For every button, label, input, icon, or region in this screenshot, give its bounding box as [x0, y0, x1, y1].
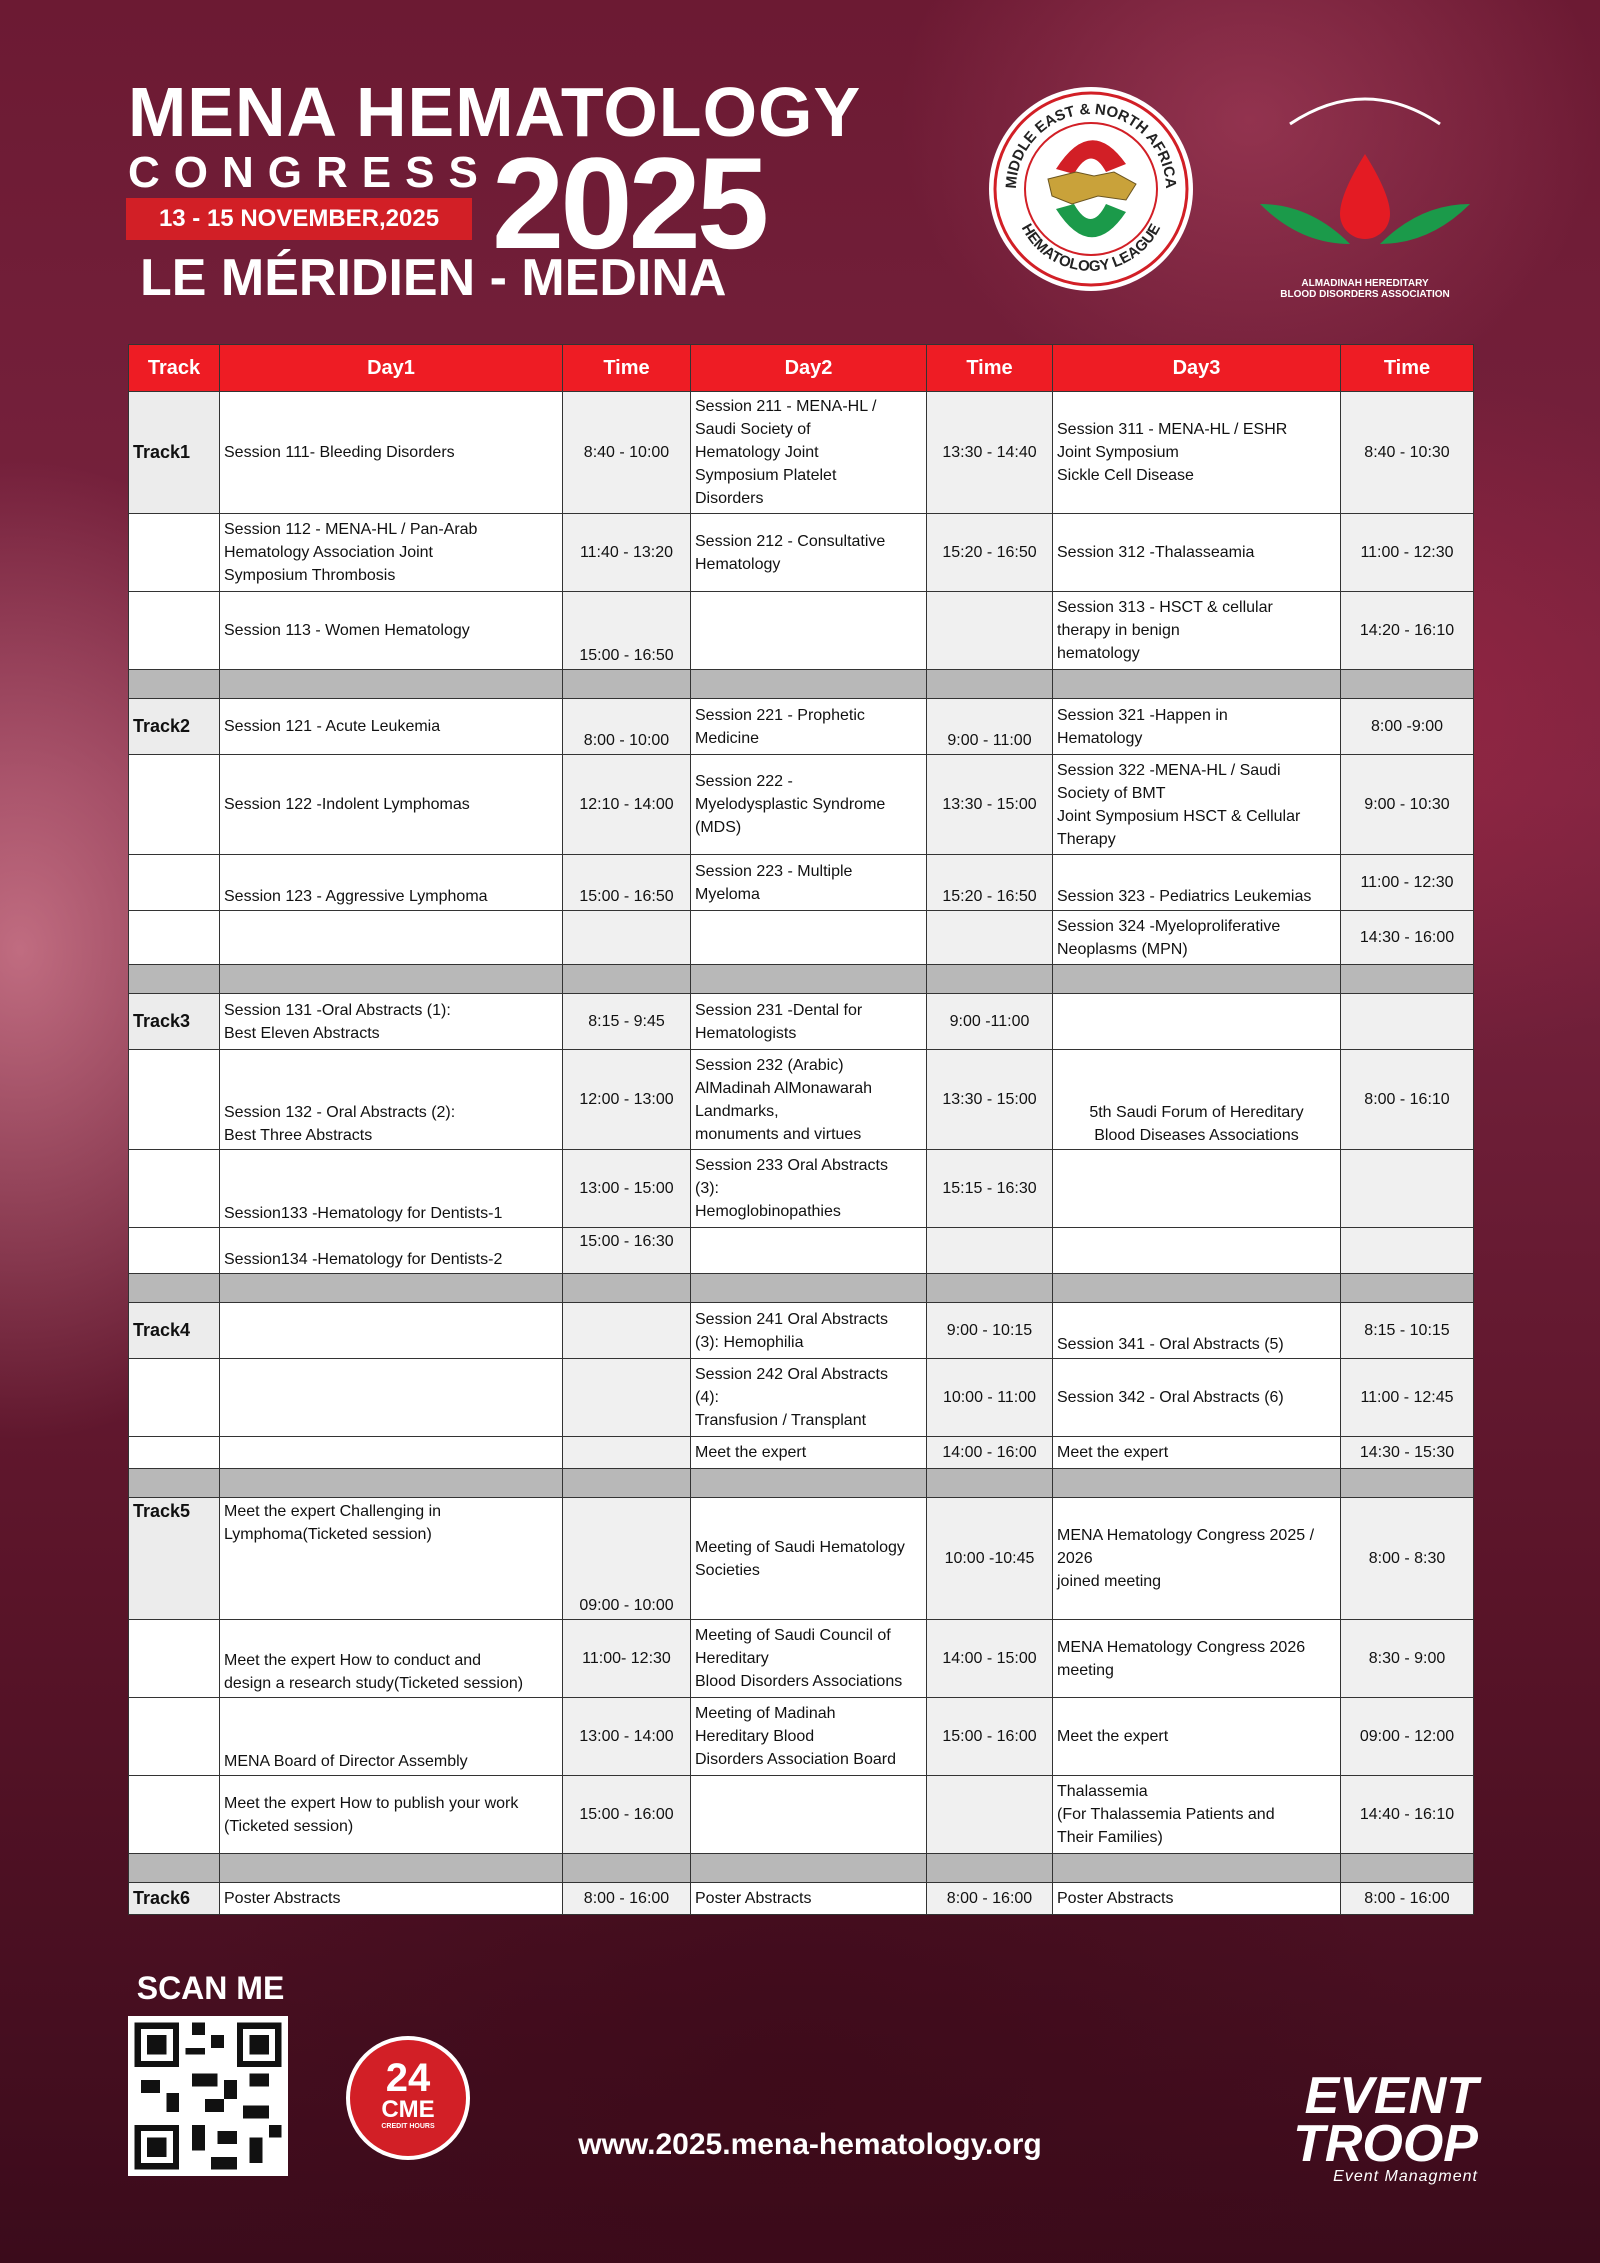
session-cell: Session 231 -Dental for Hematologists	[691, 994, 927, 1050]
time-cell: 12:00 - 13:00	[563, 1050, 691, 1150]
track-separator-row	[129, 1274, 1474, 1303]
event-troop-line2: TROOP	[1293, 2115, 1478, 2173]
time-cell	[927, 1228, 1053, 1274]
time-cell: 14:00 - 15:00	[927, 1620, 1053, 1698]
separator-cell	[563, 1469, 691, 1498]
separator-cell	[1053, 670, 1341, 699]
separator-cell	[220, 670, 563, 699]
session-cell: 5th Saudi Forum of Hereditary Blood Diseases Associations	[1053, 1050, 1341, 1150]
website-link[interactable]: www.2025.mena-hematology.org	[578, 2128, 1042, 2161]
session-cell: Session 132 - Oral Abstracts (2): Best Three Abstracts	[220, 1050, 563, 1150]
time-cell	[927, 911, 1053, 965]
separator-cell	[129, 670, 220, 699]
time-cell: 10:00 -10:45	[927, 1498, 1053, 1620]
separator-cell	[927, 1469, 1053, 1498]
session-cell: Session 233 Oral Abstracts (3): Hemoglobinopathies	[691, 1150, 927, 1228]
session-cell: Meet the expert	[691, 1437, 927, 1469]
congress-dates: 13 - 15 NOVEMBER,2025	[126, 198, 472, 240]
time-cell: 8:40 - 10:30	[1341, 392, 1474, 514]
table-row	[129, 1150, 1474, 1228]
time-cell: 11:00 - 12:30	[1341, 855, 1474, 911]
session-cell: Meet the expert	[1053, 1437, 1341, 1469]
separator-cell	[129, 1854, 220, 1883]
time-cell: 8:15 - 9:45	[563, 994, 691, 1050]
session-cell: Session 212 - Consultative Hematology	[691, 514, 927, 592]
session-cell: Meeting of Madinah Hereditary Blood Disorders Association Board	[691, 1698, 927, 1776]
separator-cell	[691, 1274, 927, 1303]
session-cell	[220, 1359, 563, 1437]
session-cell: Session 241 Oral Abstracts (3): Hemophilia	[691, 1303, 927, 1359]
track-cell	[129, 1050, 220, 1150]
header-time: Time	[927, 345, 1053, 392]
cme-badge	[346, 2036, 470, 2160]
time-cell: 14:20 - 16:10	[1341, 592, 1474, 670]
time-cell: 11:40 - 13:20	[563, 514, 691, 592]
session-cell: Session134 -Hematology for Dentists-2	[220, 1228, 563, 1274]
session-cell	[220, 1437, 563, 1469]
time-cell: 11:00- 12:30	[563, 1620, 691, 1698]
separator-cell	[220, 1469, 563, 1498]
session-cell: Session 311 - MENA-HL / ESHR Joint Symposium Sickle Cell Disease	[1053, 392, 1341, 514]
time-cell	[563, 911, 691, 965]
cme-credit-hours: CREDIT HOURS	[381, 2123, 435, 2130]
table-row	[129, 755, 1474, 855]
header-day2: Day2	[691, 345, 927, 392]
table-row	[129, 1883, 1474, 1915]
session-cell: Poster Abstracts	[691, 1883, 927, 1915]
time-cell: 15:20 - 16:50	[927, 514, 1053, 592]
session-cell: Session 232 (Arabic) AlMadinah AlMonawarah Landmarks, monuments and virtues	[691, 1050, 927, 1150]
track-cell	[129, 755, 220, 855]
session-cell: Meeting of Saudi Hematology Societies	[691, 1498, 927, 1620]
time-cell	[927, 1776, 1053, 1854]
time-cell	[1341, 994, 1474, 1050]
time-cell: 10:00 - 11:00	[927, 1359, 1053, 1437]
session-cell: Session 312 -Thalasseamia	[1053, 514, 1341, 592]
session-cell: Session 342 - Oral Abstracts (6)	[1053, 1359, 1341, 1437]
session-cell: Session 242 Oral Abstracts (4): Transfusion / Transplant	[691, 1359, 927, 1437]
time-cell: 8:00 - 16:00	[927, 1883, 1053, 1915]
session-cell: Session 323 - Pediatrics Leukemias	[1053, 855, 1341, 911]
separator-cell	[563, 1854, 691, 1883]
separator-cell	[1341, 670, 1474, 699]
track-cell	[129, 1437, 220, 1469]
time-cell: 8:00 -9:00	[1341, 699, 1474, 755]
session-cell: Session 321 -Happen in Hematology	[1053, 699, 1341, 755]
time-cell: 8:15 - 10:15	[1341, 1303, 1474, 1359]
table-row	[129, 699, 1474, 755]
separator-cell	[691, 1854, 927, 1883]
event-troop-line1: EVENT	[1304, 2067, 1478, 2125]
track-cell	[129, 1698, 220, 1776]
time-cell: 8:00 - 8:30	[1341, 1498, 1474, 1620]
table-row	[129, 1620, 1474, 1698]
congress-venue: LE MÉRIDIEN - MEDINA	[140, 249, 727, 307]
header-day3: Day3	[1053, 345, 1341, 392]
session-cell	[220, 1303, 563, 1359]
time-cell: 13:00 - 15:00	[563, 1150, 691, 1228]
table-row	[129, 1050, 1474, 1150]
time-cell: 15:15 - 16:30	[927, 1150, 1053, 1228]
session-cell: Meeting of Saudi Council of Hereditary Blood Disorders Associations	[691, 1620, 927, 1698]
qr-code[interactable]	[128, 2016, 288, 2176]
session-cell	[1053, 1228, 1341, 1274]
track-cell	[129, 1228, 220, 1274]
separator-cell	[1341, 1274, 1474, 1303]
session-cell: Session 123 - Aggressive Lymphoma	[220, 855, 563, 911]
league-bottom-text: HEMATOLOGY LEAGUE	[1017, 220, 1165, 276]
track-cell: Track1	[129, 392, 220, 514]
session-cell	[220, 911, 563, 965]
time-cell: 9:00 -11:00	[927, 994, 1053, 1050]
separator-cell	[1053, 1274, 1341, 1303]
time-cell: 8:30 - 9:00	[1341, 1620, 1474, 1698]
congress-title-line2: CONGRESS	[128, 148, 492, 197]
time-cell: 15:20 - 16:50	[927, 855, 1053, 911]
session-cell: Session 223 - Multiple Myeloma	[691, 855, 927, 911]
separator-cell	[1341, 965, 1474, 994]
session-cell	[691, 1228, 927, 1274]
separator-cell	[1341, 1854, 1474, 1883]
session-cell: Session 324 -Myeloproliferative Neoplasms (MPN)	[1053, 911, 1341, 965]
track-cell	[129, 1359, 220, 1437]
session-cell: MENA Hematology Congress 2025 / 2026 joined meeting	[1053, 1498, 1341, 1620]
time-cell: 09:00 - 10:00	[563, 1498, 691, 1620]
session-cell: Session 322 -MENA-HL / Saudi Society of BMT Joint Symposium HSCT & Cellular Therapy	[1053, 755, 1341, 855]
cme-hours-number: 24	[385, 2056, 431, 2100]
almadinah-association-logo	[1250, 84, 1480, 300]
time-cell: 14:40 - 16:10	[1341, 1776, 1474, 1854]
scan-me-label: SCAN ME	[136, 1970, 285, 2006]
time-cell: 15:00 - 16:00	[927, 1698, 1053, 1776]
event-troop-tagline: Event Managment	[1333, 2168, 1478, 2185]
time-cell	[1341, 1228, 1474, 1274]
track-cell: Track2	[129, 699, 220, 755]
congress-schedule-table	[128, 344, 1474, 1915]
track-cell: Track5	[129, 1498, 220, 1620]
congress-title-line1: MENA HEMATOLOGY	[128, 73, 862, 151]
header-day1: Day1	[220, 345, 563, 392]
session-cell	[691, 592, 927, 670]
track-separator-row	[129, 965, 1474, 994]
session-cell: Session 131 -Oral Abstracts (1): Best Eleven Abstracts	[220, 994, 563, 1050]
schedule-body	[129, 392, 1474, 1915]
time-cell	[927, 592, 1053, 670]
time-cell: 09:00 - 12:00	[1341, 1698, 1474, 1776]
session-cell	[1053, 1150, 1341, 1228]
event-troop-logo	[1268, 2067, 1478, 2186]
blood-drop-icon	[1250, 84, 1480, 274]
track-cell	[129, 855, 220, 911]
table-row	[129, 994, 1474, 1050]
association-name-line2: BLOOD DISORDERS ASSOCIATION	[1280, 289, 1450, 300]
session-cell: Session 121 - Acute Leukemia	[220, 699, 563, 755]
table-row	[129, 1437, 1474, 1469]
time-cell: 9:00 - 10:15	[927, 1303, 1053, 1359]
separator-cell	[220, 1854, 563, 1883]
separator-cell	[220, 965, 563, 994]
table-row	[129, 1303, 1474, 1359]
separator-cell	[927, 965, 1053, 994]
time-cell: 14:30 - 15:30	[1341, 1437, 1474, 1469]
time-cell: 11:00 - 12:30	[1341, 514, 1474, 592]
separator-cell	[1053, 1469, 1341, 1498]
session-cell: Session 313 - HSCT & cellular therapy in benign hematology	[1053, 592, 1341, 670]
session-cell: MENA Hematology Congress 2026 meeting	[1053, 1620, 1341, 1698]
separator-cell	[927, 1274, 1053, 1303]
time-cell: 15:00 - 16:00	[563, 1776, 691, 1854]
header-time: Time	[563, 345, 691, 392]
separator-cell	[1053, 1854, 1341, 1883]
time-cell	[563, 1437, 691, 1469]
session-cell: Thalassemia (For Thalassemia Patients and Their Families)	[1053, 1776, 1341, 1854]
table-header-row	[129, 345, 1474, 392]
separator-cell	[691, 965, 927, 994]
table-row	[129, 592, 1474, 670]
session-cell: Meet the expert Challenging in Lymphoma(Ticketed session)	[220, 1498, 563, 1620]
track-cell	[129, 1620, 220, 1698]
table-row	[129, 911, 1474, 965]
time-cell: 12:10 - 14:00	[563, 755, 691, 855]
track-separator-row	[129, 670, 1474, 699]
session-cell	[691, 911, 927, 965]
session-cell: Meet the expert How to publish your work (Ticketed session)	[220, 1776, 563, 1854]
congress-year: 2025	[492, 130, 766, 276]
session-cell: Session 211 - MENA-HL / Saudi Society of Hematology Joint Symposium Platelet Disorders	[691, 392, 927, 514]
time-cell: 8:00 - 10:00	[563, 699, 691, 755]
separator-cell	[927, 670, 1053, 699]
time-cell: 13:30 - 15:00	[927, 755, 1053, 855]
separator-cell	[563, 670, 691, 699]
session-cell	[1053, 994, 1341, 1050]
header-time: Time	[1341, 345, 1474, 392]
session-cell: MENA Board of Director Assembly	[220, 1698, 563, 1776]
session-cell: Session 341 - Oral Abstracts (5)	[1053, 1303, 1341, 1359]
track-cell: Track6	[129, 1883, 220, 1915]
separator-cell	[129, 1274, 220, 1303]
time-cell: 13:30 - 15:00	[927, 1050, 1053, 1150]
association-name	[1250, 278, 1480, 300]
separator-cell	[220, 1274, 563, 1303]
session-cell: Session 122 -Indolent Lymphomas	[220, 755, 563, 855]
time-cell: 8:00 - 16:00	[1341, 1883, 1474, 1915]
session-cell: Session133 -Hematology for Dentists-1	[220, 1150, 563, 1228]
header-track: Track	[129, 345, 220, 392]
time-cell	[563, 1303, 691, 1359]
page-header	[0, 0, 1600, 330]
session-cell: Poster Abstracts	[220, 1883, 563, 1915]
time-cell: 13:30 - 14:40	[927, 392, 1053, 514]
session-cell: Session 113 - Women Hematology	[220, 592, 563, 670]
table-row	[129, 1776, 1474, 1854]
track-cell	[129, 514, 220, 592]
session-cell	[691, 1776, 927, 1854]
separator-cell	[1053, 965, 1341, 994]
session-cell: Session 221 - Prophetic Medicine	[691, 699, 927, 755]
table-row	[129, 392, 1474, 514]
session-cell: Session 111- Bleeding Disorders	[220, 392, 563, 514]
separator-cell	[927, 1854, 1053, 1883]
separator-cell	[563, 965, 691, 994]
time-cell: 9:00 - 10:30	[1341, 755, 1474, 855]
track-cell	[129, 1776, 220, 1854]
separator-cell	[129, 965, 220, 994]
track-separator-row	[129, 1469, 1474, 1498]
track-cell: Track4	[129, 1303, 220, 1359]
time-cell	[563, 1359, 691, 1437]
track-cell	[129, 592, 220, 670]
time-cell: 15:00 - 16:50	[563, 592, 691, 670]
association-name-line1: ALMADINAH HEREDITARY	[1301, 278, 1429, 289]
time-cell: 9:00 - 11:00	[927, 699, 1053, 755]
time-cell: 8:00 - 16:10	[1341, 1050, 1474, 1150]
track-cell: Track3	[129, 994, 220, 1050]
table-row	[129, 1359, 1474, 1437]
separator-cell	[563, 1274, 691, 1303]
table-row	[129, 514, 1474, 592]
session-cell: Session 222 - Myelodysplastic Syndrome (MDS)	[691, 755, 927, 855]
time-cell: 15:00 - 16:30	[563, 1228, 691, 1274]
session-cell: Meet the expert How to conduct and design a research study(Ticketed session)	[220, 1620, 563, 1698]
session-cell: Meet the expert	[1053, 1698, 1341, 1776]
league-top-text: MIDDLE EAST & NORTH AFRICA	[1002, 100, 1180, 190]
mena-hematology-league-logo	[986, 84, 1196, 294]
session-cell: Session 112 - MENA-HL / Pan-Arab Hematology Association Joint Symposium Thrombosis	[220, 514, 563, 592]
cme-label: CME	[381, 2096, 435, 2123]
time-cell: 11:00 - 12:45	[1341, 1359, 1474, 1437]
separator-cell	[691, 1469, 927, 1498]
table-row	[129, 855, 1474, 911]
session-cell: Poster Abstracts	[1053, 1883, 1341, 1915]
table-row	[129, 1698, 1474, 1776]
time-cell	[1341, 1150, 1474, 1228]
separator-cell	[1341, 1469, 1474, 1498]
time-cell: 13:00 - 14:00	[563, 1698, 691, 1776]
track-cell	[129, 911, 220, 965]
time-cell: 8:40 - 10:00	[563, 392, 691, 514]
table-row	[129, 1228, 1474, 1274]
separator-cell	[129, 1469, 220, 1498]
track-cell	[129, 1150, 220, 1228]
track-separator-row	[129, 1854, 1474, 1883]
time-cell: 15:00 - 16:50	[563, 855, 691, 911]
table-row	[129, 1498, 1474, 1620]
time-cell: 14:00 - 16:00	[927, 1437, 1053, 1469]
time-cell: 14:30 - 16:00	[1341, 911, 1474, 965]
separator-cell	[691, 670, 927, 699]
time-cell: 8:00 - 16:00	[563, 1883, 691, 1915]
